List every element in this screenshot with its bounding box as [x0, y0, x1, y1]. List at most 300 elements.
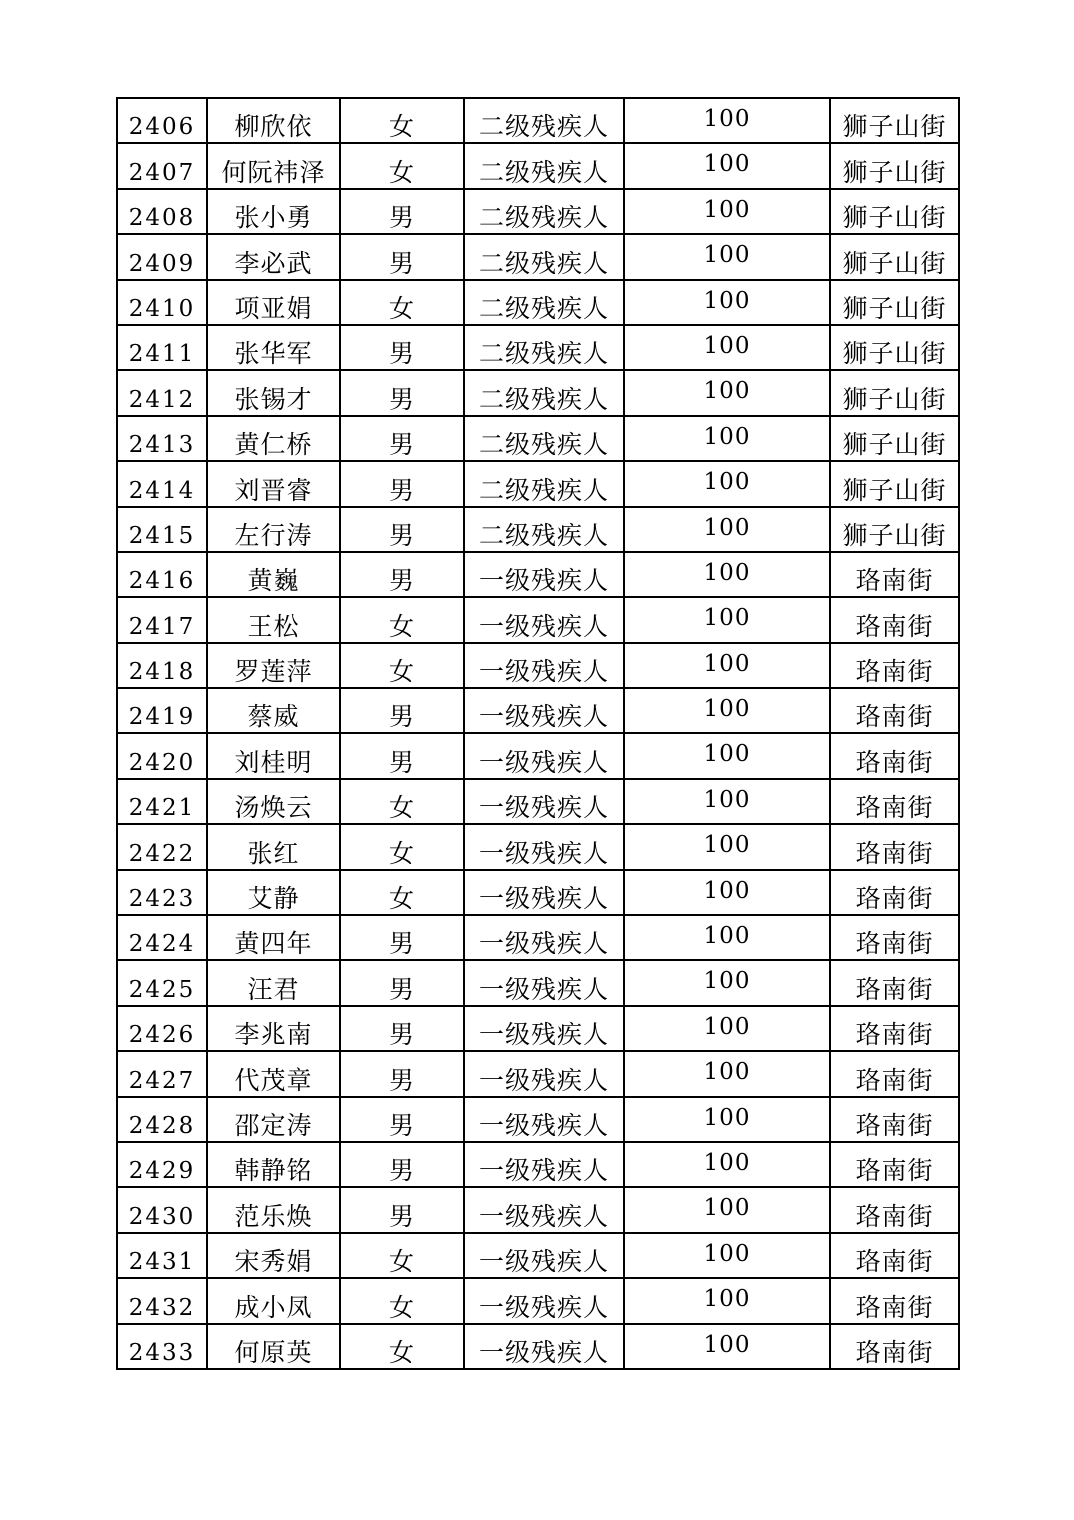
street-cell	[830, 870, 959, 915]
street-cell	[830, 325, 959, 370]
gender-text: 男	[388, 929, 415, 959]
street-cell	[830, 189, 959, 234]
table-row	[117, 234, 959, 279]
table-row	[117, 416, 959, 461]
street-text: 珞南街	[855, 702, 934, 732]
amount-text: 100	[703, 1286, 751, 1313]
table-row	[117, 98, 959, 143]
table-row	[117, 325, 959, 370]
gender-cell	[340, 1187, 464, 1232]
gender-cell	[340, 1051, 464, 1096]
gender-text: 女	[388, 157, 415, 187]
gender-text: 男	[388, 248, 415, 278]
amount-text: 100	[703, 332, 751, 359]
name-text: 项亚娟	[234, 293, 313, 323]
street-text: 珞南街	[855, 793, 934, 823]
amount-cell	[624, 1233, 830, 1278]
gender-text: 男	[388, 384, 415, 414]
gender-cell	[340, 461, 464, 506]
table-row	[117, 960, 959, 1005]
amount-text: 100	[703, 741, 751, 768]
street-cell	[830, 824, 959, 869]
gender-text: 女	[388, 838, 415, 868]
amount-cell	[624, 98, 830, 143]
disability-level-text: 一级残疾人	[478, 747, 609, 777]
serial-number-cell	[117, 643, 207, 688]
name-cell	[207, 597, 340, 642]
name-cell	[207, 1324, 340, 1369]
gender-text: 男	[388, 430, 415, 460]
gender-cell	[340, 1006, 464, 1051]
serial-number-text: 2417	[128, 613, 196, 640]
amount-text: 100	[703, 1195, 751, 1222]
serial-number-cell	[117, 1278, 207, 1323]
gender-text: 男	[388, 566, 415, 596]
amount-cell	[624, 960, 830, 1005]
disability-level-text: 二级残疾人	[478, 384, 609, 414]
street-text: 狮子山街	[842, 293, 947, 323]
disability-level-text: 二级残疾人	[478, 430, 609, 460]
street-cell	[830, 1097, 959, 1142]
disability-level-cell	[464, 507, 624, 552]
disability-level-cell	[464, 1187, 624, 1232]
name-text: 黄四年	[234, 929, 313, 959]
gender-cell	[340, 189, 464, 234]
disability-level-cell	[464, 824, 624, 869]
name-text: 蔡威	[247, 702, 300, 732]
serial-number-text: 2422	[128, 840, 196, 867]
gender-text: 女	[388, 293, 415, 323]
amount-text: 100	[703, 242, 751, 269]
amount-cell	[624, 234, 830, 279]
serial-number-text: 2420	[128, 749, 196, 776]
street-text: 珞南街	[855, 1020, 934, 1050]
gender-cell	[340, 824, 464, 869]
gender-text: 女	[388, 884, 415, 914]
disability-level-cell	[464, 1278, 624, 1323]
gender-text: 男	[388, 1065, 415, 1095]
disability-level-text: 一级残疾人	[478, 1020, 609, 1050]
gender-text: 女	[388, 1337, 415, 1367]
amount-cell	[624, 1187, 830, 1232]
name-text: 张锡才	[234, 384, 313, 414]
street-text: 狮子山街	[842, 112, 947, 142]
gender-text: 女	[388, 611, 415, 641]
table-row	[117, 552, 959, 597]
disability-level-text: 一级残疾人	[478, 838, 609, 868]
amount-cell	[624, 1278, 830, 1323]
gender-text: 男	[388, 1201, 415, 1231]
street-text: 狮子山街	[842, 339, 947, 369]
name-text: 李兆南	[234, 1020, 313, 1050]
street-cell	[830, 643, 959, 688]
amount-cell	[624, 870, 830, 915]
amount-text: 100	[703, 832, 751, 859]
street-cell	[830, 1278, 959, 1323]
disability-level-cell	[464, 1142, 624, 1187]
street-cell	[830, 461, 959, 506]
amount-cell	[624, 370, 830, 415]
amount-cell	[624, 507, 830, 552]
disability-level-text: 二级残疾人	[478, 112, 609, 142]
amount-text: 100	[703, 696, 751, 723]
name-text: 罗莲萍	[234, 657, 313, 687]
name-cell	[207, 870, 340, 915]
serial-number-cell	[117, 507, 207, 552]
serial-number-cell	[117, 552, 207, 597]
street-text: 珞南街	[855, 974, 934, 1004]
serial-number-cell	[117, 870, 207, 915]
table-row	[117, 1233, 959, 1278]
gender-cell	[340, 234, 464, 279]
gender-cell	[340, 1142, 464, 1187]
gender-cell	[340, 143, 464, 188]
amount-cell	[624, 643, 830, 688]
disability-level-text: 一级残疾人	[478, 657, 609, 687]
gender-text: 男	[388, 974, 415, 1004]
amount-text: 100	[703, 196, 751, 223]
table-row	[117, 1051, 959, 1096]
serial-number-cell	[117, 143, 207, 188]
name-cell	[207, 915, 340, 960]
name-cell	[207, 552, 340, 597]
amount-cell	[624, 461, 830, 506]
serial-number-cell	[117, 597, 207, 642]
serial-number-cell	[117, 416, 207, 461]
serial-number-cell	[117, 960, 207, 1005]
serial-number-text: 2415	[128, 522, 196, 549]
street-cell	[830, 370, 959, 415]
gender-cell	[340, 507, 464, 552]
disability-level-cell	[464, 1006, 624, 1051]
disability-level-cell	[464, 688, 624, 733]
amount-cell	[624, 189, 830, 234]
serial-number-text: 2412	[128, 386, 196, 413]
gender-text: 男	[388, 702, 415, 732]
name-cell	[207, 234, 340, 279]
name-cell	[207, 1006, 340, 1051]
gender-cell	[340, 1324, 464, 1369]
serial-number-text: 2427	[128, 1067, 196, 1094]
table-row	[117, 280, 959, 325]
serial-number-cell	[117, 98, 207, 143]
disability-level-cell	[464, 870, 624, 915]
disability-level-cell	[464, 915, 624, 960]
serial-number-cell	[117, 1187, 207, 1232]
amount-text: 100	[703, 1059, 751, 1086]
amount-cell	[624, 779, 830, 824]
table-row	[117, 370, 959, 415]
table-row	[117, 597, 959, 642]
gender-cell	[340, 597, 464, 642]
name-cell	[207, 1233, 340, 1278]
table-row	[117, 189, 959, 234]
disability-level-cell	[464, 643, 624, 688]
disability-level-cell	[464, 143, 624, 188]
amount-text: 100	[703, 968, 751, 995]
gender-cell	[340, 416, 464, 461]
name-cell	[207, 779, 340, 824]
street-cell	[830, 234, 959, 279]
name-text: 何阮祎泽	[221, 157, 326, 187]
street-cell	[830, 960, 959, 1005]
table-row	[117, 1142, 959, 1187]
serial-number-cell	[117, 189, 207, 234]
name-cell	[207, 733, 340, 778]
gender-cell	[340, 1097, 464, 1142]
serial-number-text: 2424	[128, 931, 196, 958]
amount-cell	[624, 416, 830, 461]
disability-level-text: 二级残疾人	[478, 520, 609, 550]
disability-level-text: 一级残疾人	[478, 611, 609, 641]
name-cell	[207, 143, 340, 188]
street-text: 珞南街	[855, 611, 934, 641]
street-cell	[830, 1233, 959, 1278]
name-text: 王松	[247, 611, 300, 641]
street-text: 珞南街	[855, 1292, 934, 1322]
name-text: 成小凤	[234, 1292, 313, 1322]
name-text: 代茂章	[234, 1065, 313, 1095]
amount-cell	[624, 325, 830, 370]
name-cell	[207, 1142, 340, 1187]
serial-number-cell	[117, 1051, 207, 1096]
amount-cell	[624, 915, 830, 960]
disability-level-cell	[464, 960, 624, 1005]
gender-cell	[340, 98, 464, 143]
serial-number-text: 2430	[128, 1203, 196, 1230]
disability-level-cell	[464, 98, 624, 143]
serial-number-text: 2431	[128, 1249, 196, 1276]
name-text: 左行涛	[234, 520, 313, 550]
document-page	[116, 97, 958, 1370]
serial-number-text: 2411	[128, 341, 196, 368]
name-text: 张小勇	[234, 203, 313, 233]
street-cell	[830, 733, 959, 778]
serial-number-text: 2414	[128, 477, 196, 504]
name-text: 邵定涛	[234, 1110, 313, 1140]
table-row	[117, 1278, 959, 1323]
name-cell	[207, 416, 340, 461]
amount-text: 100	[703, 151, 751, 178]
disability-level-cell	[464, 1233, 624, 1278]
amount-cell	[624, 597, 830, 642]
street-text: 狮子山街	[842, 157, 947, 187]
serial-number-text: 2426	[128, 1022, 196, 1049]
street-cell	[830, 1142, 959, 1187]
serial-number-cell	[117, 1233, 207, 1278]
name-text: 黄仁桥	[234, 430, 313, 460]
table-row	[117, 461, 959, 506]
table-row	[117, 1097, 959, 1142]
street-text: 珞南街	[855, 884, 934, 914]
name-cell	[207, 1097, 340, 1142]
table-row	[117, 1324, 959, 1369]
name-text: 汤焕云	[234, 793, 313, 823]
name-cell	[207, 461, 340, 506]
disability-level-cell	[464, 189, 624, 234]
disability-level-text: 一级残疾人	[478, 702, 609, 732]
street-cell	[830, 688, 959, 733]
name-text: 宋秀娟	[234, 1247, 313, 1277]
amount-text: 100	[703, 559, 751, 586]
gender-text: 女	[388, 1247, 415, 1277]
name-text: 张红	[247, 838, 300, 868]
name-cell	[207, 1051, 340, 1096]
serial-number-text: 2418	[128, 659, 196, 686]
street-cell	[830, 507, 959, 552]
name-cell	[207, 98, 340, 143]
gender-cell	[340, 325, 464, 370]
disability-level-text: 一级残疾人	[478, 1065, 609, 1095]
amount-cell	[624, 1142, 830, 1187]
street-text: 狮子山街	[842, 248, 947, 278]
serial-number-text: 2423	[128, 886, 196, 913]
amount-cell	[624, 824, 830, 869]
name-text: 刘桂明	[234, 747, 313, 777]
name-text: 柳欣依	[234, 112, 313, 142]
serial-number-cell	[117, 824, 207, 869]
serial-number-text: 2407	[128, 159, 196, 186]
street-text: 狮子山街	[842, 475, 947, 505]
disability-level-cell	[464, 597, 624, 642]
disability-level-cell	[464, 234, 624, 279]
street-cell	[830, 416, 959, 461]
gender-text: 女	[388, 657, 415, 687]
name-cell	[207, 643, 340, 688]
amount-text: 100	[703, 106, 751, 132]
serial-number-cell	[117, 779, 207, 824]
serial-number-cell	[117, 915, 207, 960]
amount-text: 100	[703, 1331, 751, 1358]
amount-cell	[624, 1097, 830, 1142]
gender-cell	[340, 1278, 464, 1323]
disability-level-cell	[464, 461, 624, 506]
subsidy-table	[116, 97, 960, 1370]
serial-number-text: 2425	[128, 976, 196, 1003]
serial-number-cell	[117, 370, 207, 415]
disability-level-text: 二级残疾人	[478, 475, 609, 505]
disability-level-text: 一级残疾人	[478, 1156, 609, 1186]
disability-level-cell	[464, 733, 624, 778]
disability-level-text: 二级残疾人	[478, 293, 609, 323]
street-text: 珞南街	[855, 1337, 934, 1367]
street-text: 狮子山街	[842, 203, 947, 233]
disability-level-text: 一级残疾人	[478, 884, 609, 914]
street-cell	[830, 280, 959, 325]
amount-text: 100	[703, 923, 751, 950]
gender-text: 男	[388, 339, 415, 369]
amount-text: 100	[703, 877, 751, 904]
street-cell	[830, 915, 959, 960]
amount-text: 100	[703, 1149, 751, 1176]
amount-cell	[624, 280, 830, 325]
gender-text: 女	[388, 793, 415, 823]
gender-text: 男	[388, 203, 415, 233]
amount-cell	[624, 688, 830, 733]
street-cell	[830, 552, 959, 597]
gender-cell	[340, 643, 464, 688]
serial-number-text: 2409	[128, 250, 196, 277]
name-text: 艾静	[247, 884, 300, 914]
gender-cell	[340, 915, 464, 960]
street-cell	[830, 143, 959, 188]
table-row	[117, 733, 959, 778]
table-row	[117, 688, 959, 733]
street-cell	[830, 1324, 959, 1369]
name-text: 范乐焕	[234, 1201, 313, 1231]
name-cell	[207, 1187, 340, 1232]
disability-level-cell	[464, 1051, 624, 1096]
name-text: 韩静铭	[234, 1156, 313, 1186]
gender-cell	[340, 870, 464, 915]
street-text: 珞南街	[855, 747, 934, 777]
serial-number-text: 2419	[128, 704, 196, 731]
street-text: 狮子山街	[842, 384, 947, 414]
disability-level-text: 一级残疾人	[478, 1110, 609, 1140]
name-text: 刘晋睿	[234, 475, 313, 505]
name-cell	[207, 189, 340, 234]
table-row	[117, 915, 959, 960]
street-text: 狮子山街	[842, 520, 947, 550]
name-cell	[207, 960, 340, 1005]
name-text: 张华军	[234, 339, 313, 369]
amount-text: 100	[703, 378, 751, 405]
serial-number-cell	[117, 688, 207, 733]
street-cell	[830, 98, 959, 143]
disability-level-text: 一级残疾人	[478, 793, 609, 823]
table-body	[117, 98, 959, 1369]
gender-text: 男	[388, 520, 415, 550]
street-cell	[830, 1051, 959, 1096]
name-text: 黄巍	[247, 566, 300, 596]
amount-text: 100	[703, 514, 751, 541]
gender-text: 男	[388, 1110, 415, 1140]
disability-level-text: 一级残疾人	[478, 974, 609, 1004]
disability-level-text: 一级残疾人	[478, 1201, 609, 1231]
street-text: 珞南街	[855, 1065, 934, 1095]
amount-cell	[624, 1051, 830, 1096]
amount-text: 100	[703, 1104, 751, 1131]
serial-number-cell	[117, 1324, 207, 1369]
name-cell	[207, 280, 340, 325]
disability-level-cell	[464, 370, 624, 415]
serial-number-cell	[117, 1097, 207, 1142]
table-row	[117, 1006, 959, 1051]
serial-number-text: 2410	[128, 295, 196, 322]
gender-cell	[340, 1233, 464, 1278]
gender-cell	[340, 733, 464, 778]
gender-cell	[340, 688, 464, 733]
amount-text: 100	[703, 423, 751, 450]
name-cell	[207, 325, 340, 370]
serial-number-cell	[117, 461, 207, 506]
amount-text: 100	[703, 1240, 751, 1267]
serial-number-text: 2432	[128, 1294, 196, 1321]
amount-cell	[624, 1324, 830, 1369]
name-text: 何原英	[234, 1337, 313, 1367]
street-text: 珞南街	[855, 838, 934, 868]
gender-cell	[340, 370, 464, 415]
street-cell	[830, 779, 959, 824]
serial-number-cell	[117, 733, 207, 778]
name-cell	[207, 507, 340, 552]
gender-text: 女	[388, 1292, 415, 1322]
street-text: 珞南街	[855, 1156, 934, 1186]
gender-cell	[340, 280, 464, 325]
disability-level-text: 一级残疾人	[478, 566, 609, 596]
disability-level-text: 二级残疾人	[478, 157, 609, 187]
disability-level-cell	[464, 1324, 624, 1369]
